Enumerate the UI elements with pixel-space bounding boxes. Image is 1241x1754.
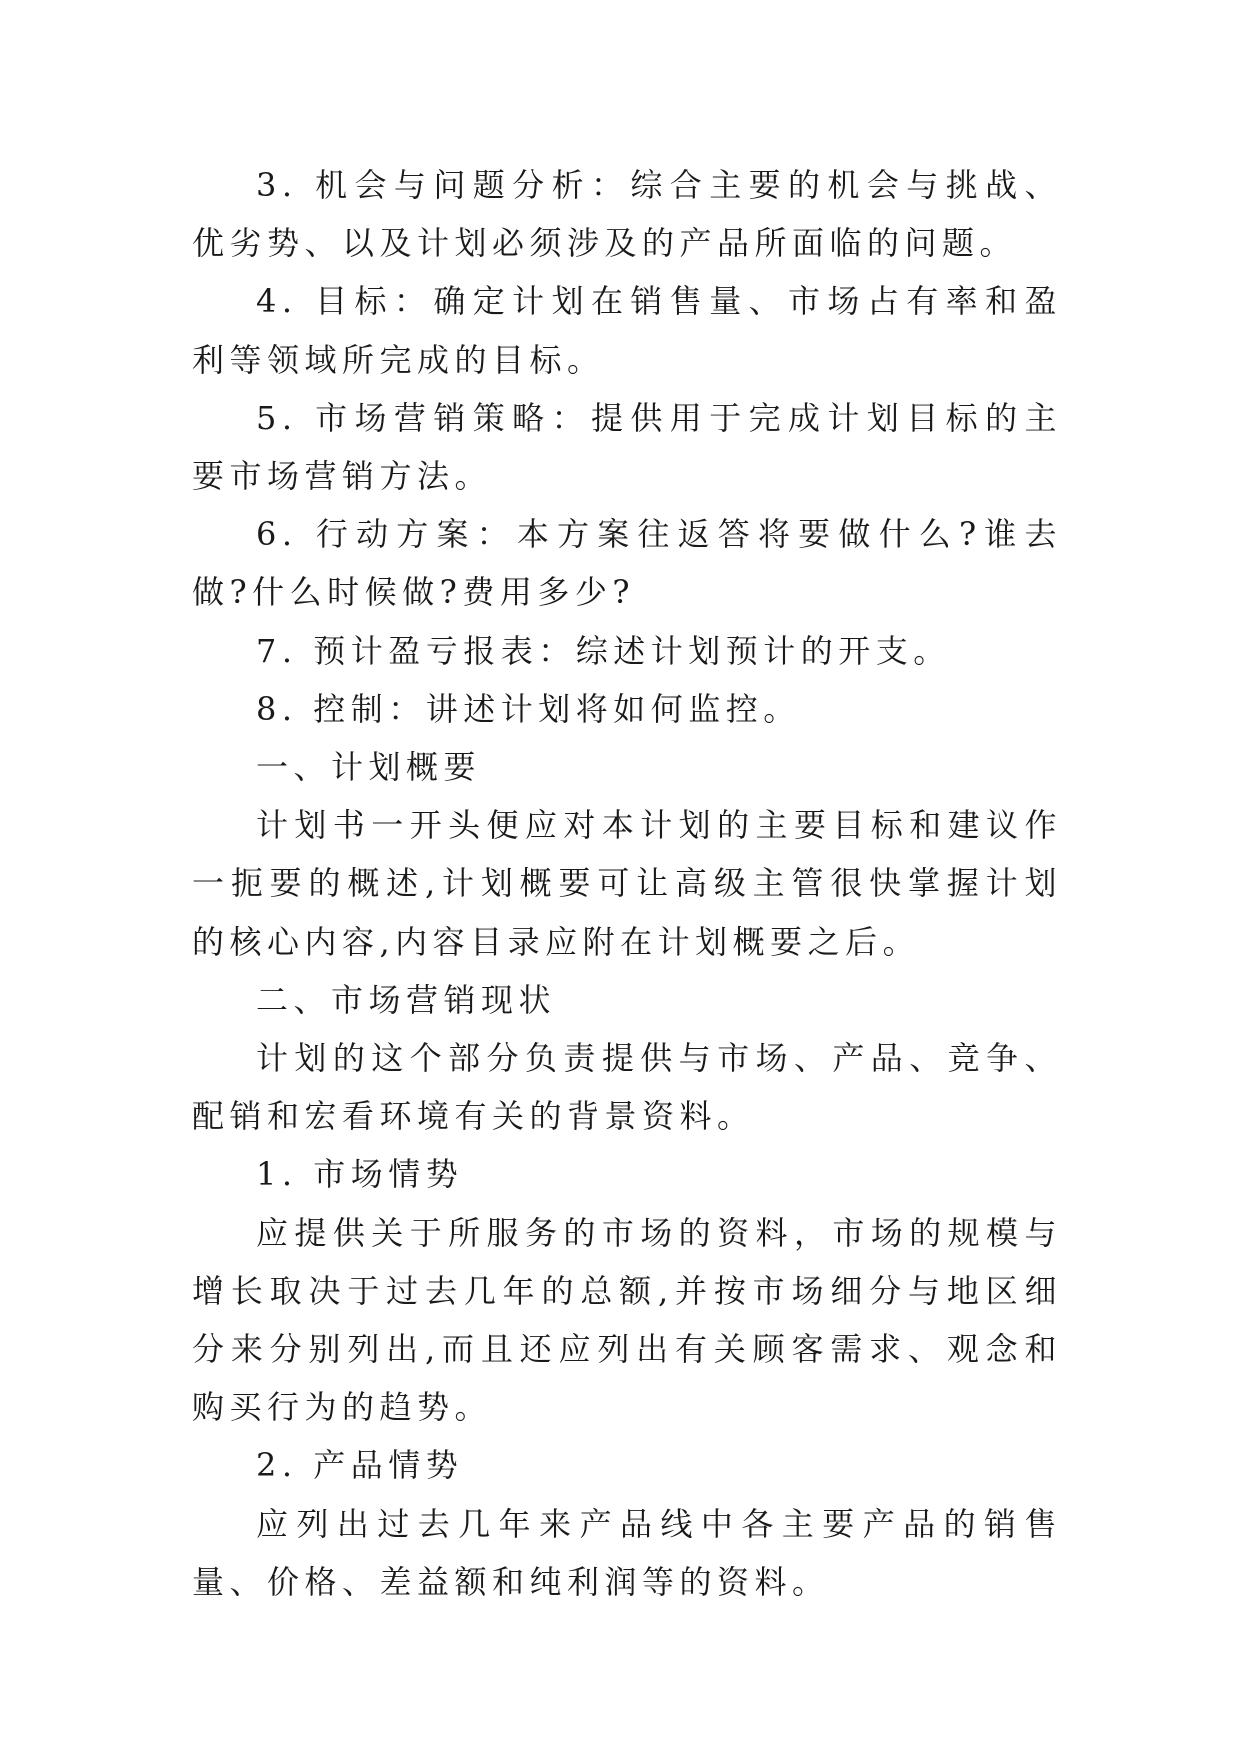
paragraph-profit-loss: 7. 预计盈亏报表：综述计划预计的开支。 (256, 631, 951, 670)
paragraph-plan-summary: 计划书一开头便应对本计划的主要目标和建议作一扼要的概述,计划概要可让高级主管很快掌握计划的核心内容,内容目录应附在计划概要之后。 (192, 806, 1062, 961)
paragraph-opportunity-analysis: 3. 机会与问题分析：综合主要的机会与挑战、优劣势、以及计划必须涉及的产品所面临的问题。 (192, 166, 1062, 263)
paragraph-action-plan: 6. 行动方案：本方案往返答将要做什么?谁去做?什么时候做?费用多少? (192, 515, 1062, 612)
paragraph-marketing-strategy: 5. 市场营销策略：提供用于完成计划目标的主要市场营销方法。 (192, 398, 1062, 496)
paragraph-objectives: 4. 目标：确定计划在销售量、市场占有率和盈利等领域所完成的目标。 (192, 282, 1062, 379)
paragraph-product-situation: 应列出过去几年来产品线中各主要产品的销售量、价格、差益额和纯利润等的资料。 (192, 1504, 1062, 1601)
document-body (192, 156, 1062, 1611)
paragraph-marketing-status: 计划的这个部分负责提供与市场、产品、竞争、配销和宏看环境有关的背景资料。 (192, 1039, 1062, 1136)
paragraph-control: 8. 控制：讲述计划将如何监控。 (256, 689, 801, 728)
section-heading-marketing-status: 二、市场营销现状 (256, 980, 557, 1019)
paragraph-market-situation: 应提供关于所服务的市场的资料，市场的规模与增长取决于过去几年的总额,并按市场细分与地区细分来分别列出,而且还应列出有关顾客需求、观念和购买行为的趋势。 (192, 1213, 1062, 1427)
section-heading-plan-summary: 一、计划概要 (256, 748, 482, 787)
subheading-product-situation: 2. 产品情势 (256, 1446, 464, 1485)
subheading-market-situation: 1. 市场情势 (256, 1155, 464, 1194)
